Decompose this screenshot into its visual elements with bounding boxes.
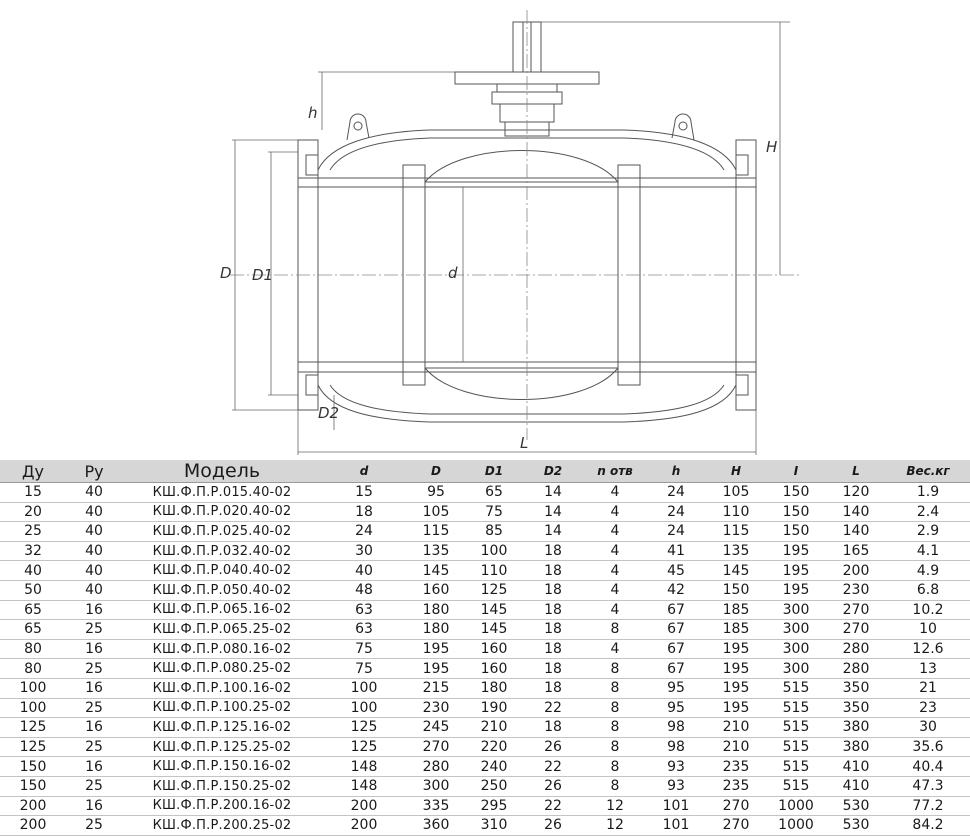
table-cell: 40 [0, 561, 66, 581]
table-cell: 125 [322, 737, 406, 757]
table-cell: 95 [406, 483, 466, 503]
table-cell: 148 [322, 757, 406, 777]
table-cell: 4 [584, 522, 646, 542]
table-cell: 47.3 [886, 776, 970, 796]
col-header: H [706, 460, 766, 483]
table-cell: 80 [0, 659, 66, 679]
table-cell: 98 [646, 718, 706, 738]
table-cell: 35.6 [886, 737, 970, 757]
model-cell: КШ.Ф.П.Р.040.40-02 [122, 561, 322, 581]
table-cell: 22 [522, 757, 584, 777]
col-header: D [406, 460, 466, 483]
table-cell: 18 [522, 541, 584, 561]
table-cell: 140 [826, 522, 886, 542]
table-cell: 18 [522, 678, 584, 698]
table-cell: 150 [766, 502, 826, 522]
table-cell: 23 [886, 698, 970, 718]
table-cell: 195 [706, 678, 766, 698]
table-cell: 40 [322, 561, 406, 581]
table-cell: 40 [66, 502, 122, 522]
table-header-row [0, 460, 970, 483]
table-cell: 41 [646, 541, 706, 561]
table-cell: 25 [66, 776, 122, 796]
table-cell: 65 [466, 483, 522, 503]
table-cell: 26 [522, 816, 584, 836]
table-cell: 145 [706, 561, 766, 581]
table-cell: 18 [522, 600, 584, 620]
dim-label-D1: D1 [252, 266, 274, 284]
col-header: h [646, 460, 706, 483]
table-cell: 75 [466, 502, 522, 522]
table-cell: 4 [584, 580, 646, 600]
table-cell: 4.1 [886, 541, 970, 561]
table-cell: 45 [646, 561, 706, 581]
table-cell: 65 [0, 620, 66, 640]
dim-label-H: H [766, 138, 778, 156]
table-cell: 335 [406, 796, 466, 816]
table-cell: 21 [886, 678, 970, 698]
table-cell: 180 [406, 600, 466, 620]
model-cell: КШ.Ф.П.Р.080.25-02 [122, 659, 322, 679]
table-cell: 95 [646, 678, 706, 698]
table-cell: 22 [522, 796, 584, 816]
model-cell: КШ.Ф.П.Р.080.16-02 [122, 639, 322, 659]
table-cell: 120 [826, 483, 886, 503]
table-cell: 270 [826, 600, 886, 620]
table-row [0, 580, 970, 600]
table-cell: 63 [322, 620, 406, 640]
table-cell: 150 [766, 483, 826, 503]
table-cell: 160 [406, 580, 466, 600]
table-cell: 67 [646, 639, 706, 659]
table-cell: 15 [0, 483, 66, 503]
table-cell: 105 [406, 502, 466, 522]
table-cell: 135 [706, 541, 766, 561]
table-cell: 200 [0, 796, 66, 816]
table-cell: 245 [406, 718, 466, 738]
dim-label-L: L [520, 434, 529, 452]
table-cell: 6.8 [886, 580, 970, 600]
model-cell: КШ.Ф.П.Р.025.40-02 [122, 522, 322, 542]
model-cell: КШ.Ф.П.Р.020.40-02 [122, 502, 322, 522]
model-cell: КШ.Ф.П.Р.050.40-02 [122, 580, 322, 600]
table-cell: 190 [466, 698, 522, 718]
table-cell: 115 [706, 522, 766, 542]
table-cell: 240 [466, 757, 522, 777]
model-cell: КШ.Ф.П.Р.200.16-02 [122, 796, 322, 816]
table-cell: 350 [826, 678, 886, 698]
table-cell: 40 [66, 580, 122, 600]
dim-label-d: d [448, 264, 458, 282]
table-cell: 195 [406, 639, 466, 659]
model-cell: КШ.Ф.П.Р.200.25-02 [122, 816, 322, 836]
table-cell: 4 [584, 502, 646, 522]
table-cell: 25 [66, 620, 122, 640]
table-cell: 125 [322, 718, 406, 738]
col-header: Ду [0, 460, 66, 483]
table-cell: 16 [66, 600, 122, 620]
table-row [0, 600, 970, 620]
table-cell: 160 [466, 659, 522, 679]
table-cell: 12 [584, 796, 646, 816]
table-cell: 67 [646, 620, 706, 640]
table-cell: 80 [0, 639, 66, 659]
table-cell: 515 [766, 698, 826, 718]
table-cell: 195 [406, 659, 466, 679]
table-cell: 40 [66, 483, 122, 503]
table-cell: 101 [646, 816, 706, 836]
table-cell: 67 [646, 659, 706, 679]
table-cell: 20 [0, 502, 66, 522]
table-cell: 18 [522, 639, 584, 659]
spec-table [0, 460, 970, 836]
model-cell: КШ.Ф.П.Р.150.16-02 [122, 757, 322, 777]
table-cell: 16 [66, 796, 122, 816]
table-cell: 4 [584, 483, 646, 503]
table-cell: 125 [0, 737, 66, 757]
table-row [0, 757, 970, 777]
table-cell: 8 [584, 776, 646, 796]
table-cell: 18 [522, 659, 584, 679]
table-cell: 110 [706, 502, 766, 522]
table-cell: 18 [522, 561, 584, 581]
table-cell: 95 [646, 698, 706, 718]
table-cell: 50 [0, 580, 66, 600]
table-cell: 270 [826, 620, 886, 640]
table-cell: 200 [322, 816, 406, 836]
table-cell: 195 [766, 541, 826, 561]
table-cell: 16 [66, 757, 122, 777]
table-cell: 4 [584, 541, 646, 561]
table-row [0, 522, 970, 542]
table-cell: 145 [466, 600, 522, 620]
lifting-lug-left [347, 114, 369, 140]
table-cell: 15 [322, 483, 406, 503]
col-header: d [322, 460, 406, 483]
col-header: L [826, 460, 886, 483]
table-row [0, 502, 970, 522]
table-cell: 1000 [766, 816, 826, 836]
table-cell: 84.2 [886, 816, 970, 836]
table-cell: 75 [322, 659, 406, 679]
table-cell: 180 [406, 620, 466, 640]
model-cell: КШ.Ф.П.Р.065.16-02 [122, 600, 322, 620]
table-cell: 93 [646, 757, 706, 777]
model-cell: КШ.Ф.П.Р.150.25-02 [122, 776, 322, 796]
table-cell: 12.6 [886, 639, 970, 659]
table-cell: 160 [466, 639, 522, 659]
table-cell: 150 [0, 776, 66, 796]
model-cell: КШ.Ф.П.Р.125.25-02 [122, 737, 322, 757]
table-cell: 200 [322, 796, 406, 816]
table-cell: 24 [646, 502, 706, 522]
table-row [0, 737, 970, 757]
lifting-lug-right [672, 114, 694, 140]
table-cell: 195 [766, 561, 826, 581]
table-cell: 14 [522, 483, 584, 503]
table-row [0, 483, 970, 503]
table-row [0, 678, 970, 698]
table-cell: 515 [766, 776, 826, 796]
table-cell: 4 [584, 639, 646, 659]
dim-label-D: D [220, 264, 232, 282]
table-row [0, 541, 970, 561]
table-cell: 200 [826, 561, 886, 581]
table-cell: 380 [826, 718, 886, 738]
table-cell: 135 [406, 541, 466, 561]
table-cell: 115 [406, 522, 466, 542]
table-cell: 16 [66, 678, 122, 698]
table-cell: 8 [584, 718, 646, 738]
col-header: Модель [122, 460, 322, 483]
table-cell: 515 [766, 737, 826, 757]
table-cell: 230 [826, 580, 886, 600]
table-cell: 310 [466, 816, 522, 836]
table-cell: 150 [706, 580, 766, 600]
table-cell: 8 [584, 620, 646, 640]
table-cell: 125 [0, 718, 66, 738]
table-cell: 270 [706, 796, 766, 816]
table-cell: 12 [584, 816, 646, 836]
table-cell: 40.4 [886, 757, 970, 777]
table-cell: 2.4 [886, 502, 970, 522]
table-cell: 48 [322, 580, 406, 600]
model-cell: КШ.Ф.П.Р.065.25-02 [122, 620, 322, 640]
table-cell: 30 [886, 718, 970, 738]
table-cell: 75 [322, 639, 406, 659]
table-cell: 22 [522, 698, 584, 718]
table-cell: 13 [886, 659, 970, 679]
table-cell: 100 [0, 678, 66, 698]
col-header: Ру [66, 460, 122, 483]
table-cell: 380 [826, 737, 886, 757]
table-cell: 295 [466, 796, 522, 816]
table-row [0, 698, 970, 718]
table-cell: 26 [522, 737, 584, 757]
table-row [0, 620, 970, 640]
dim-label-h: h [308, 104, 318, 122]
table-row [0, 639, 970, 659]
table-cell: 18 [522, 620, 584, 640]
table-cell: 125 [466, 580, 522, 600]
table-cell: 180 [466, 678, 522, 698]
table-row [0, 561, 970, 581]
table-cell: 530 [826, 796, 886, 816]
table-cell: 350 [826, 698, 886, 718]
model-cell: КШ.Ф.П.Р.100.16-02 [122, 678, 322, 698]
table-cell: 270 [706, 816, 766, 836]
table-cell: 1.9 [886, 483, 970, 503]
table-cell: 195 [706, 698, 766, 718]
table-cell: 42 [646, 580, 706, 600]
table-cell: 24 [322, 522, 406, 542]
table-cell: 24 [646, 483, 706, 503]
table-cell: 105 [706, 483, 766, 503]
table-cell: 16 [66, 718, 122, 738]
table-cell: 150 [0, 757, 66, 777]
table-cell: 77.2 [886, 796, 970, 816]
table-cell: 410 [826, 757, 886, 777]
table-cell: 18 [522, 580, 584, 600]
table-cell: 230 [406, 698, 466, 718]
table-cell: 18 [522, 718, 584, 738]
table-cell: 32 [0, 541, 66, 561]
model-cell: КШ.Ф.П.Р.100.25-02 [122, 698, 322, 718]
table-cell: 24 [646, 522, 706, 542]
table-cell: 16 [66, 639, 122, 659]
table-cell: 4 [584, 600, 646, 620]
table-cell: 195 [766, 580, 826, 600]
col-header: I [766, 460, 826, 483]
table-cell: 25 [66, 659, 122, 679]
table-cell: 8 [584, 737, 646, 757]
table-cell: 25 [66, 698, 122, 718]
table-row [0, 718, 970, 738]
table-cell: 85 [466, 522, 522, 542]
table-cell: 93 [646, 776, 706, 796]
table-row [0, 796, 970, 816]
table-cell: 210 [706, 718, 766, 738]
table-cell: 98 [646, 737, 706, 757]
table-cell: 280 [406, 757, 466, 777]
table-cell: 40 [66, 522, 122, 542]
table-cell: 280 [826, 659, 886, 679]
table-cell: 150 [766, 522, 826, 542]
table-cell: 8 [584, 678, 646, 698]
table-cell: 515 [766, 678, 826, 698]
table-cell: 101 [646, 796, 706, 816]
table-cell: 63 [322, 600, 406, 620]
table-cell: 235 [706, 757, 766, 777]
model-cell: КШ.Ф.П.Р.125.16-02 [122, 718, 322, 738]
table-cell: 40 [66, 561, 122, 581]
table-cell: 10 [886, 620, 970, 640]
table-cell: 40 [66, 541, 122, 561]
table-cell: 110 [466, 561, 522, 581]
table-cell: 25 [66, 816, 122, 836]
table-cell: 215 [406, 678, 466, 698]
table-body [0, 483, 970, 836]
table-cell: 100 [322, 678, 406, 698]
table-cell: 195 [706, 659, 766, 679]
table-cell: 185 [706, 620, 766, 640]
table-cell: 65 [0, 600, 66, 620]
table-cell: 200 [0, 816, 66, 836]
table-cell: 8 [584, 659, 646, 679]
table-cell: 14 [522, 502, 584, 522]
dim-label-D2: D2 [318, 404, 340, 422]
table-cell: 1000 [766, 796, 826, 816]
table-cell: 300 [766, 639, 826, 659]
table-cell: 515 [766, 757, 826, 777]
col-header: n отв [584, 460, 646, 483]
table-cell: 4 [584, 561, 646, 581]
table-cell: 67 [646, 600, 706, 620]
table-cell: 270 [406, 737, 466, 757]
table-cell: 26 [522, 776, 584, 796]
table-cell: 8 [584, 698, 646, 718]
table-cell: 8 [584, 757, 646, 777]
col-header: Вес.кг [886, 460, 970, 483]
table-cell: 25 [66, 737, 122, 757]
table-cell: 145 [466, 620, 522, 640]
table-cell: 300 [406, 776, 466, 796]
col-header: D1 [466, 460, 522, 483]
table-row [0, 816, 970, 836]
table-cell: 140 [826, 502, 886, 522]
table-cell: 165 [826, 541, 886, 561]
table-row [0, 776, 970, 796]
table-cell: 210 [706, 737, 766, 757]
col-header: D2 [522, 460, 584, 483]
table-cell: 148 [322, 776, 406, 796]
table-cell: 300 [766, 600, 826, 620]
table-cell: 300 [766, 620, 826, 640]
table-row [0, 659, 970, 679]
table-cell: 4.9 [886, 561, 970, 581]
table-cell: 145 [406, 561, 466, 581]
table-cell: 14 [522, 522, 584, 542]
table-cell: 360 [406, 816, 466, 836]
table-cell: 10.2 [886, 600, 970, 620]
table-cell: 530 [826, 816, 886, 836]
table-cell: 210 [466, 718, 522, 738]
table-cell: 18 [322, 502, 406, 522]
table-cell: 300 [766, 659, 826, 679]
table-cell: 235 [706, 776, 766, 796]
table-cell: 195 [706, 639, 766, 659]
model-cell: КШ.Ф.П.Р.015.40-02 [122, 483, 322, 503]
table-cell: 100 [466, 541, 522, 561]
table-cell: 185 [706, 600, 766, 620]
table-cell: 2.9 [886, 522, 970, 542]
table-cell: 100 [322, 698, 406, 718]
table-cell: 30 [322, 541, 406, 561]
table-cell: 410 [826, 776, 886, 796]
model-cell: КШ.Ф.П.Р.032.40-02 [122, 541, 322, 561]
table-cell: 515 [766, 718, 826, 738]
table-cell: 220 [466, 737, 522, 757]
table-cell: 100 [0, 698, 66, 718]
table-cell: 25 [0, 522, 66, 542]
table-cell: 250 [466, 776, 522, 796]
table-cell: 280 [826, 639, 886, 659]
